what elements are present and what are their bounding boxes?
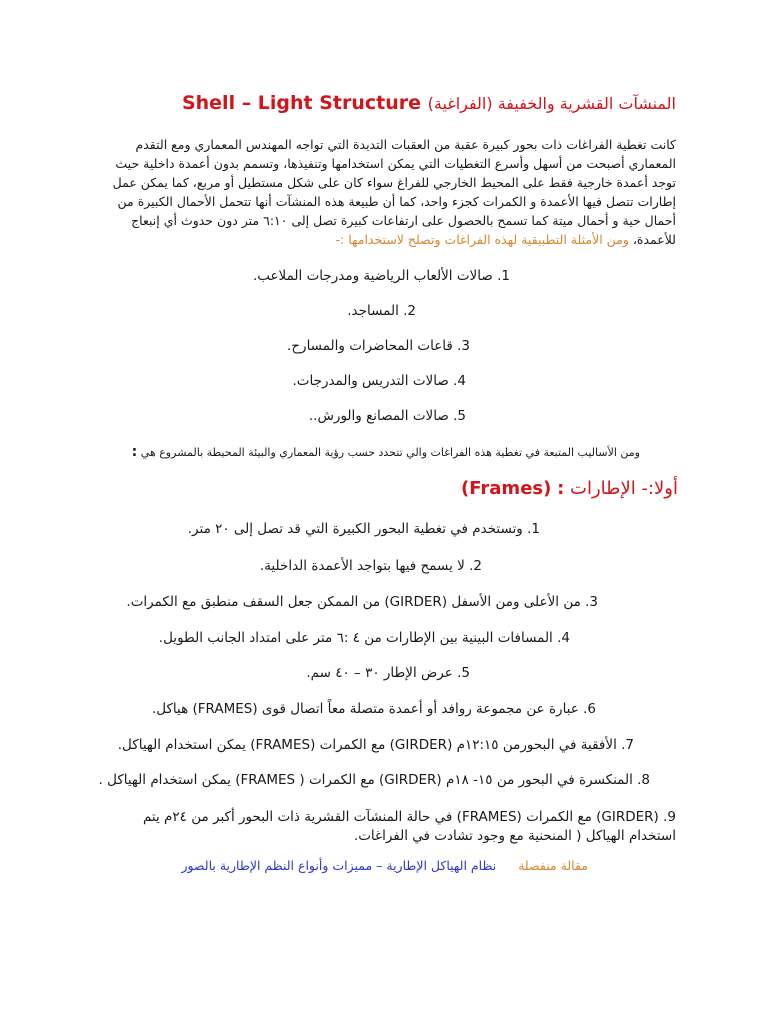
list-item: 7. الأفقية في البحورمن ١٢:١٥م (GIRDER) مع الكمرات (FRAMES) يمكن استخدام الهياكل. — [117, 737, 634, 753]
list-item: 4. صالات التدريس والمدرجات. — [292, 373, 466, 389]
frames-heading — [461, 478, 678, 499]
list-item: 6. عبارة عن مجموعة روافد أو أعمدة متصلة معاً اتصال قوى (FRAMES) هياكل. — [151, 701, 596, 717]
title-arabic: المنشآت القشرية والخفيفة (الفراغية) — [427, 94, 676, 113]
list-item: 1. صالات الألعاب الرياضية ومدرجات الملاعب. — [252, 268, 510, 284]
frames-heading-colon: : — [557, 478, 565, 499]
methods-text: ومن الأساليب المتبعة في تغطية هذه الفراغات والي تتحدد حسب رؤية المعماري والبيئة المحيطة بالمشروع هي — [140, 446, 640, 459]
list-item: 3. قاعات المحاضرات والمسارح. — [287, 338, 470, 354]
methods-line — [132, 444, 640, 460]
list-item: 1. وتستخدم في تغطية البحور الكبيرة التي قد تصل إلى ٢٠ متر. — [187, 521, 540, 537]
intro-paragraph — [96, 135, 676, 249]
intro-orange-text: ومن الأمثلة التطبيقية لهذه الفراغات وتصلح لاستخدامها :- — [335, 232, 629, 247]
title-latin: Shell – Light Structure — [181, 92, 422, 114]
list-item: 9. (GIRDER) مع الكمرات (FRAMES) في حالة المنشآت القشرية ذات البحور أكبر من ٢٤م يتم استخدام الهياكل ( المنحنية مع وجود تشادت في الفراغات. — [142, 809, 676, 844]
list-item: 2. المساجد. — [347, 303, 416, 319]
frames-heading-arabic: أولا:- الإطارات — [570, 478, 678, 499]
list-item: 5. عرض الإطار ٣٠ – ٤٠ سم. — [306, 665, 470, 681]
list-item: 8. المنكسرة في البحور من ١٥- ١٨م (GIRDER) مع الكمرات ( FRAMES) يمكن استخدام الهياكل . — [98, 772, 650, 788]
links-line — [181, 858, 588, 873]
intro-text: كانت تغطية الفراغات ذات بحور كبيرة عقبة من العقبات التديدة التي تواجه المهندس المعماري ومع التقدم المعماري أصبحت من أسهل وأسرع التغطيات التي يمكن استخدامها وتنفيذها، وتسمم بدون أعمدة داخلية حيث توجد أعمدة خارجية فقط على المحيط الخارجي للفراغ سواء كان على شكل مستطيل أو مربع، كما يمكن عمل إطارات تتصل فيها الأعمدة و الكمرات كجزء واحد، كما أن طبيعة هذه المنشآت أنها تتحمل الأحمال الكبيرة من أحمال حية و أحمال ميتة كما تسمح بالحصول على ارتفاعات كبيرة تصل إلى ٦:١٠ متر دون حدوث أي إنبعاج للأعمدة، — [112, 137, 676, 247]
list-item: 4. المسافات البينية بين الإطارات من ٤ :٦ متر على امتداد الجانب الطويل. — [158, 630, 570, 646]
list-item: 5. صالات المصانع والورش.. — [308, 408, 466, 424]
methods-colon: : — [131, 444, 138, 460]
frames-heading-latin: (Frames) — [461, 478, 552, 499]
list-item: 2. لا يسمح فيها بتواجد الأعمدة الداخلية. — [259, 558, 482, 574]
separate-article-link[interactable]: مقالة منفصلة — [518, 858, 588, 873]
page-title — [76, 92, 676, 114]
list-item: 3. من الأعلى ومن الأسفل (GIRDER) من الممكن جعل السقف منطبق مع الكمرات. — [126, 594, 598, 610]
article-title-link[interactable]: نظام الهياكل الإطارية – مميزات وأنواع النظم الإطارية بالصور — [181, 858, 497, 873]
